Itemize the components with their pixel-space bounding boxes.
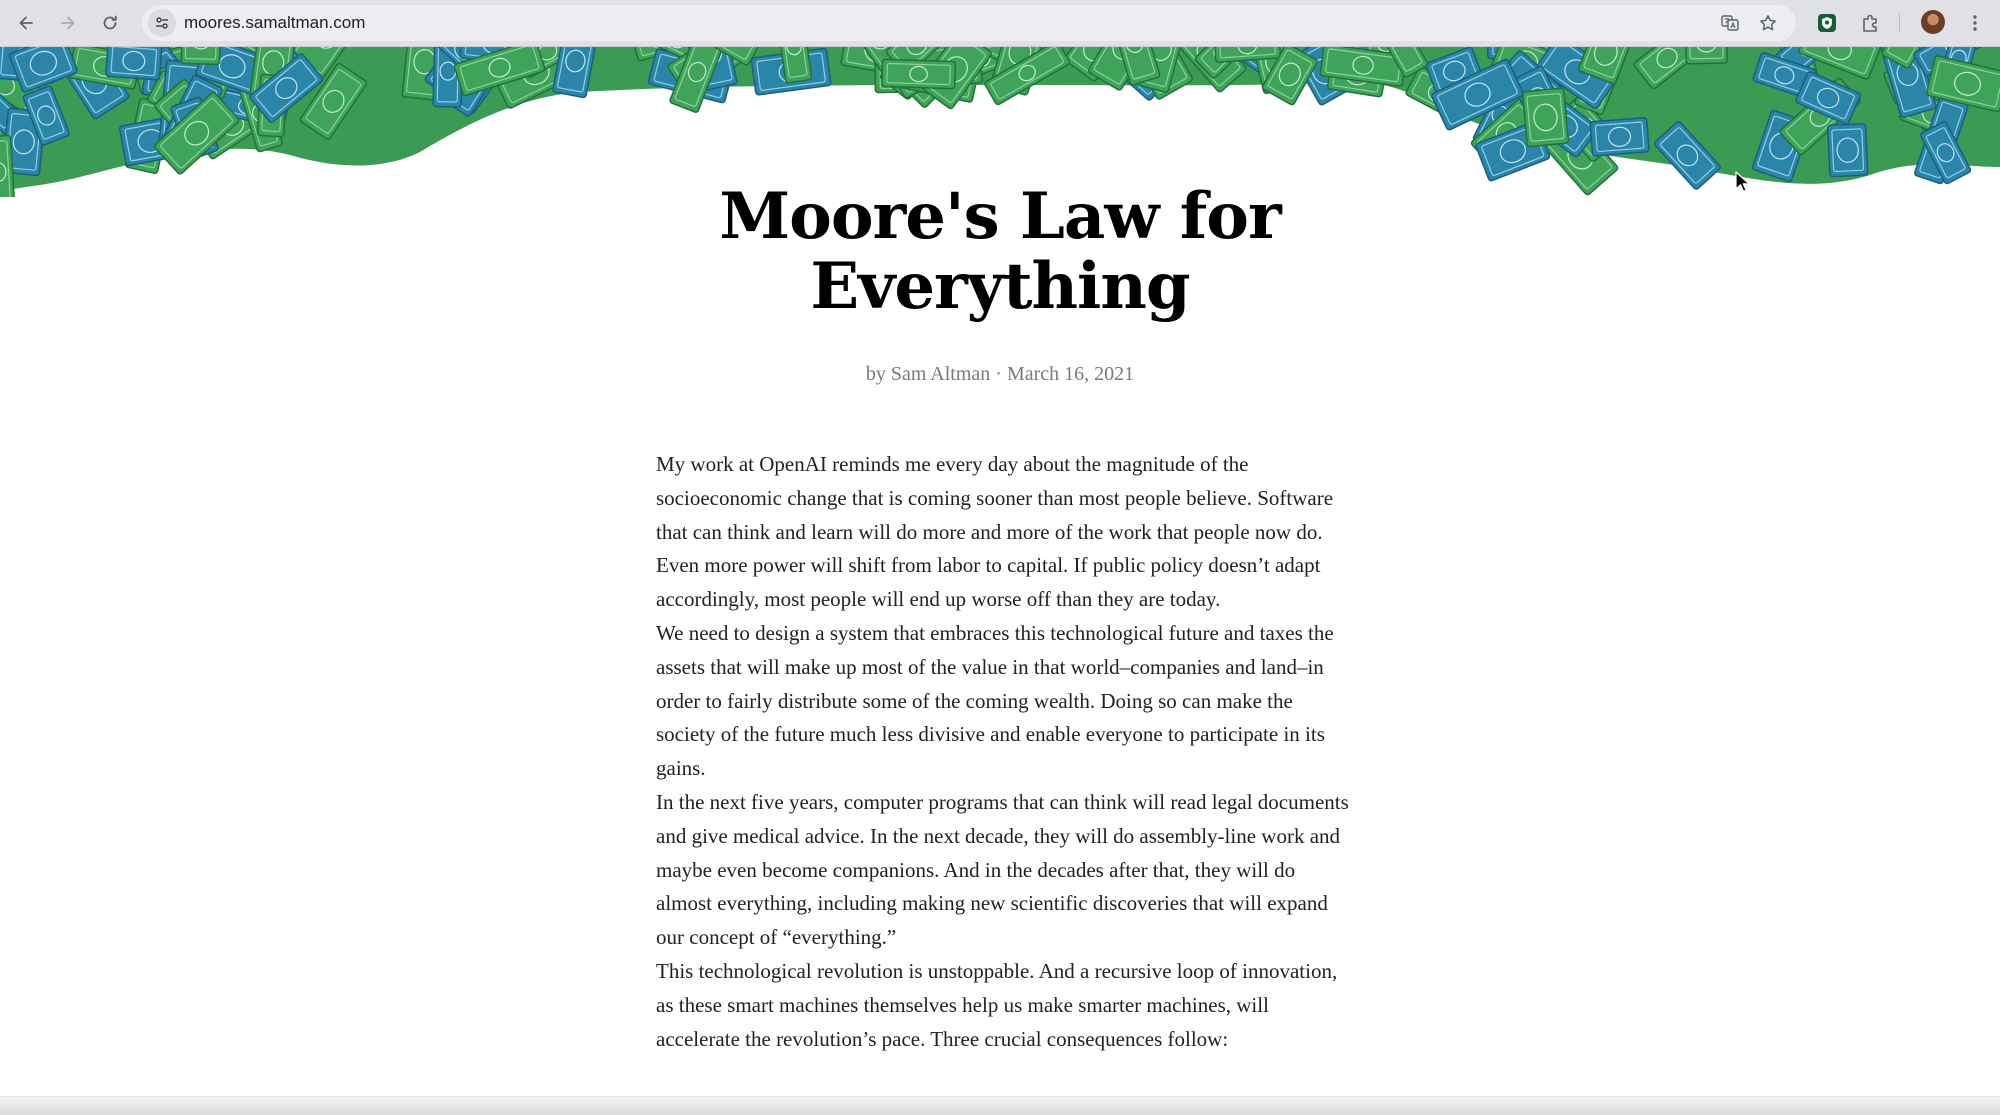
title-line-1: Moore's Law for [719,179,1280,254]
reload-button[interactable] [94,8,126,38]
forward-button[interactable] [52,8,84,38]
money-banner-illustration [0,47,2000,197]
translate-button[interactable] [1718,11,1742,35]
arrow-left-icon [16,13,36,33]
article-paragraph: In the next five years, computer programs that can think will read legal documents and give medical advice. In the next decade, they will do assembly-line work and maybe even become companions. And in the decades after that, they will do almost everything, including making new scientific discoveries that will expand our concept of “everything.” [656,786,1356,955]
extension-button[interactable] [1813,9,1841,37]
bookmark-button[interactable] [1756,11,1780,35]
browser-toolbar [0,0,2000,47]
money-bill [1590,118,1649,156]
profile-avatar[interactable] [1921,10,1945,34]
money-bill [106,47,162,80]
money-bill [1685,47,1727,64]
arrow-right-icon [58,13,78,33]
extensions-menu-button[interactable] [1857,9,1885,37]
money-bill [181,47,221,65]
title-line-2: Everything [810,249,1189,324]
tune-icon [154,15,170,31]
url-text[interactable]: moores.samaltman.com [184,13,365,33]
shield-extension-icon [1816,12,1838,34]
money-bill [882,59,956,88]
web-page [0,47,2000,1106]
translate-icon [1720,13,1740,33]
kebab-menu-icon [1964,12,1986,34]
puzzle-icon [1860,12,1882,34]
article-paragraph: This technological revolution is unstoppable. And a recursive loop of innovation, as these smart machines themselves help us make smarter machines, will accelerate the revolution’s pace. Three crucial consequences follow: [656,955,1356,1056]
article-body [656,448,1356,1056]
reload-icon [100,13,120,33]
article-paragraph: My work at OpenAI reminds me every day about the magnitude of the socioeconomic change that is coming sooner than most people believe. Software that can think and learn will do more and more of the work that people now do. Even more power will shift from labor to capital. If public policy doesn’t adapt accordingly, most people will end up worse off than they are today. [656,448,1356,617]
money-bill [1828,124,1868,177]
site-info-button[interactable] [148,9,176,37]
money-bill [1522,88,1568,147]
article-byline: by Sam Altman · March 16, 2021 [600,363,1400,386]
star-icon [1758,13,1778,33]
article-paragraph: We need to design a system that embraces this technological future and taxes the assets that will make up most of the value in that world–companies and land–in order to fairly distribute some of the coming wealth. Doing so can make the society of the future much less divisive and enable everyone to participate in its gains. [656,617,1356,786]
window-bottom-edge [0,1096,2000,1115]
address-bar[interactable] [142,5,1796,41]
toolbar-divider [1899,13,1900,33]
mouse-cursor-icon [1735,171,1751,193]
back-button[interactable] [10,8,42,38]
browser-menu-button[interactable] [1961,9,1989,37]
article-title [600,182,1400,322]
